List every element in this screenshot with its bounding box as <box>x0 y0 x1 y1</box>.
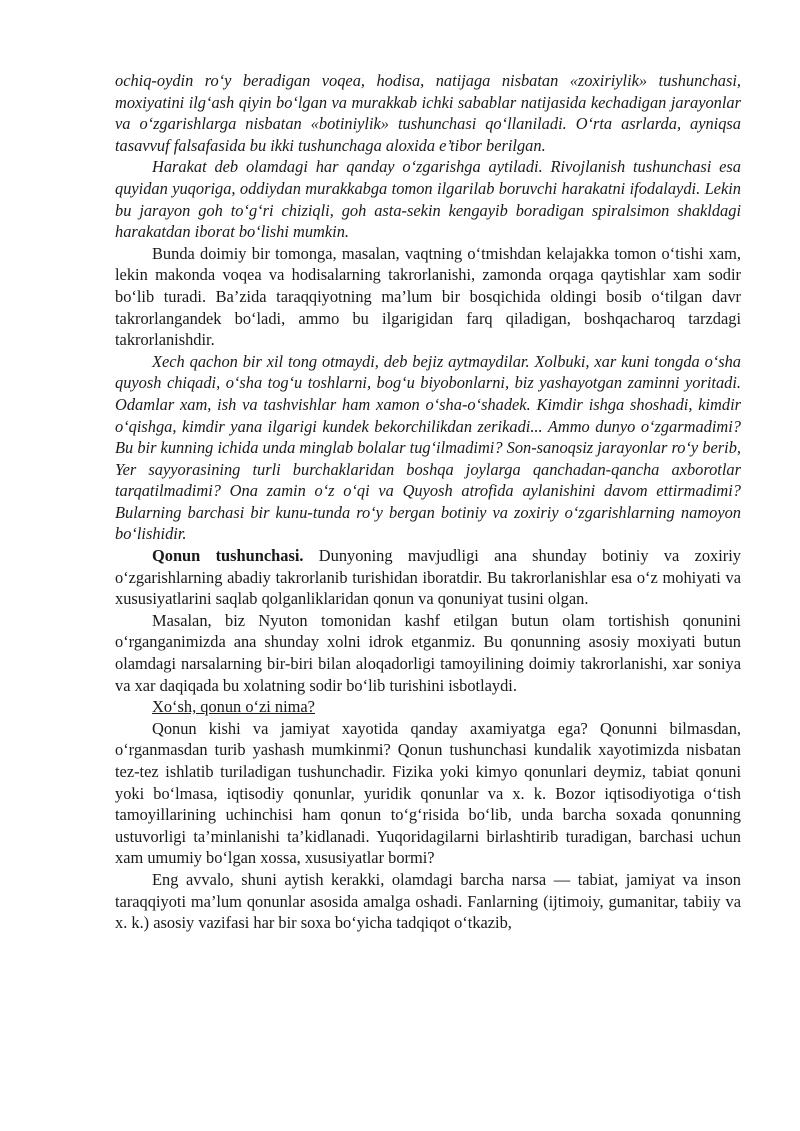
question-heading <box>115 696 741 718</box>
paragraph-eng-avvalo: Eng avvalo, shuni aytish kerakki, olamdagi barcha narsa — tabiat, jamiyat va inson taraqqiyoti ma’lum qonunlar asosida amalga oshadi. Fanlarning (ijtimoiy, gumanitar, tabiiy va x. k.) asosiy vazifasi har bir soxa bo‘yicha tadqiqot o‘tkazib, <box>115 869 741 933</box>
document-page <box>115 70 741 934</box>
paragraph-zoxiriylik-botiniylik: ochiq-oydin ro‘y beradigan voqea, hodisa, natijaga nisbatan «zoxiriylik» tushunchasi, moxiyatini ilg‘ash qiyin bo‘lgan va murakkab ichki sabablar natijasida kechadigan jarayonlar va o‘zgarishlarga nisbatan «botiniylik» tushunchasi qo‘llaniladi. O‘rta asrlarda, ayniqsa tasavvuf falsafasida bu ikki tushunchaga aloxida e’tibor berilgan. <box>115 71 741 155</box>
underlined-question: Xo‘sh, qonun o‘zi nima? <box>152 697 315 717</box>
paragraph-harakat-rivojlanish: Harakat deb olamdagi har qanday o‘zgarishga aytiladi. Rivojlanish tushunchasi esa quyidan yuqoriga, oddiydan murakkabga tomon ilgarilab boruvchi harakatni ifodalaydi. Lekin bu jarayon goh to‘g‘ri chiziqli, goh asta-sekin kengayib boradigan spiralsimon shakldagi harakatdan iborat bo‘lishi mumkin. <box>115 157 741 242</box>
paragraph-body: Dunyoning mavjudligi ana shunday botiniy va zoxiriy o‘zgarishlarning abadiy takrorlanib turishidan iboratdir. Bu takrorlanishlar esa o‘z mohiyati va xususiyatlarini saqlab qolganliklaridan qonun va qonuniyat tusini olgan. <box>115 546 741 609</box>
paragraph-takrorlanish: Bunda doimiy bir tomonga, masalan, vaqtning o‘tmishdan kelajakka tomon o‘tishi xam, lekin makonda voqea va hodisalarning takrorlanishi, zamonda orqaga qaytishlar xam sodir bo‘lib turadi. Ba’zida taraqqiyotning ma’lum bir bosqichida oldingi bosib o‘tilgan davr takrorlangandek bo‘ladi, ammo bu ilgarigidan farq qiladigan, boshqacharoq tarzdagi takrorlanishdir. <box>115 243 741 350</box>
paragraph-nyuton: Masalan, biz Nyuton tomonidan kashf etilgan butun olam tortishish qonunini o‘rganganimizda ana shunday xolni idrok etganmiz. Bu qonunning asosiy moxiyati butun olamdagi narsalarning bir-biri bilan aloqadorligi tamoyilining doimiy takrorlanishi, xar soniya va xar daqiqada bu xolatning sodir bo‘lib turishini isbotlaydi. <box>115 610 741 695</box>
section-heading-qonun-tushunchasi: Qonun tushunchasi. <box>152 546 304 566</box>
paragraph-qonun-tushunchasi <box>115 545 741 610</box>
paragraph-tong-example: Xech qachon bir xil tong otmaydi, deb bejiz aytmaydilar. Xolbuki, xar kuni tongda o‘sha quyosh chiqadi, o‘sha tog‘u toshlarni, bog‘u biyobonlarni, biz yashayotgan zaminni yoritadi. Odamlar xam, ish va tashvishlar ham xamon o‘sha-o‘shadek. Kimdir ishga shoshadi, kimdir o‘qishga, kimdir yana ilgarigi kundek bekorchilikdan zerikadi... Ammo dunyo o‘zgarmadimi? Bu bir kunning ichida unda minglab bolalar tug‘ilmadimi? Son-sanoqsiz jarayonlar ro‘y berib, Yer sayyorasining turli burchaklaridan boshqa joylarga qanchadan-qancha axborotlar tarqatilmadimi? Ona zamin o‘z o‘qi va Quyosh atrofida aylanishini davom ettirmadimi? Bularning barchasi bir kunu-tunda ro‘y bergan botiniy va zoxiriy o‘zgarishlarning namoyon bo‘lishidir. <box>115 351 741 544</box>
paragraph-qonun-ahamiyati: Qonun kishi va jamiyat xayotida qanday axamiyatga ega? Qonunni bilmasdan, o‘rganmasdan turib yashash mumkinmi? Qonun tushunchasi kundalik xayotimizda nisbatan tez-tez ishlatib turiladigan tushunchadir. Fizika yoki kimyo qonunlari deymiz, tabiat qonuni yoki bo‘lmasa, iqtisodiy qonunlar, yuridik qonunlar va x. k. Bozor iqtisodiyotiga o‘tish tamoyillarining uchinchisi ham qonun to‘g‘risida bo‘lib, unda barcha soxada qonunning ustuvorligi ta’minlanishi ta’kidlanadi. Yuqoridagilarni birlashtirib turadigan, barchasi uchun xam umumiy bo‘lgan xossa, xususiyatlar bormi? <box>115 718 741 868</box>
